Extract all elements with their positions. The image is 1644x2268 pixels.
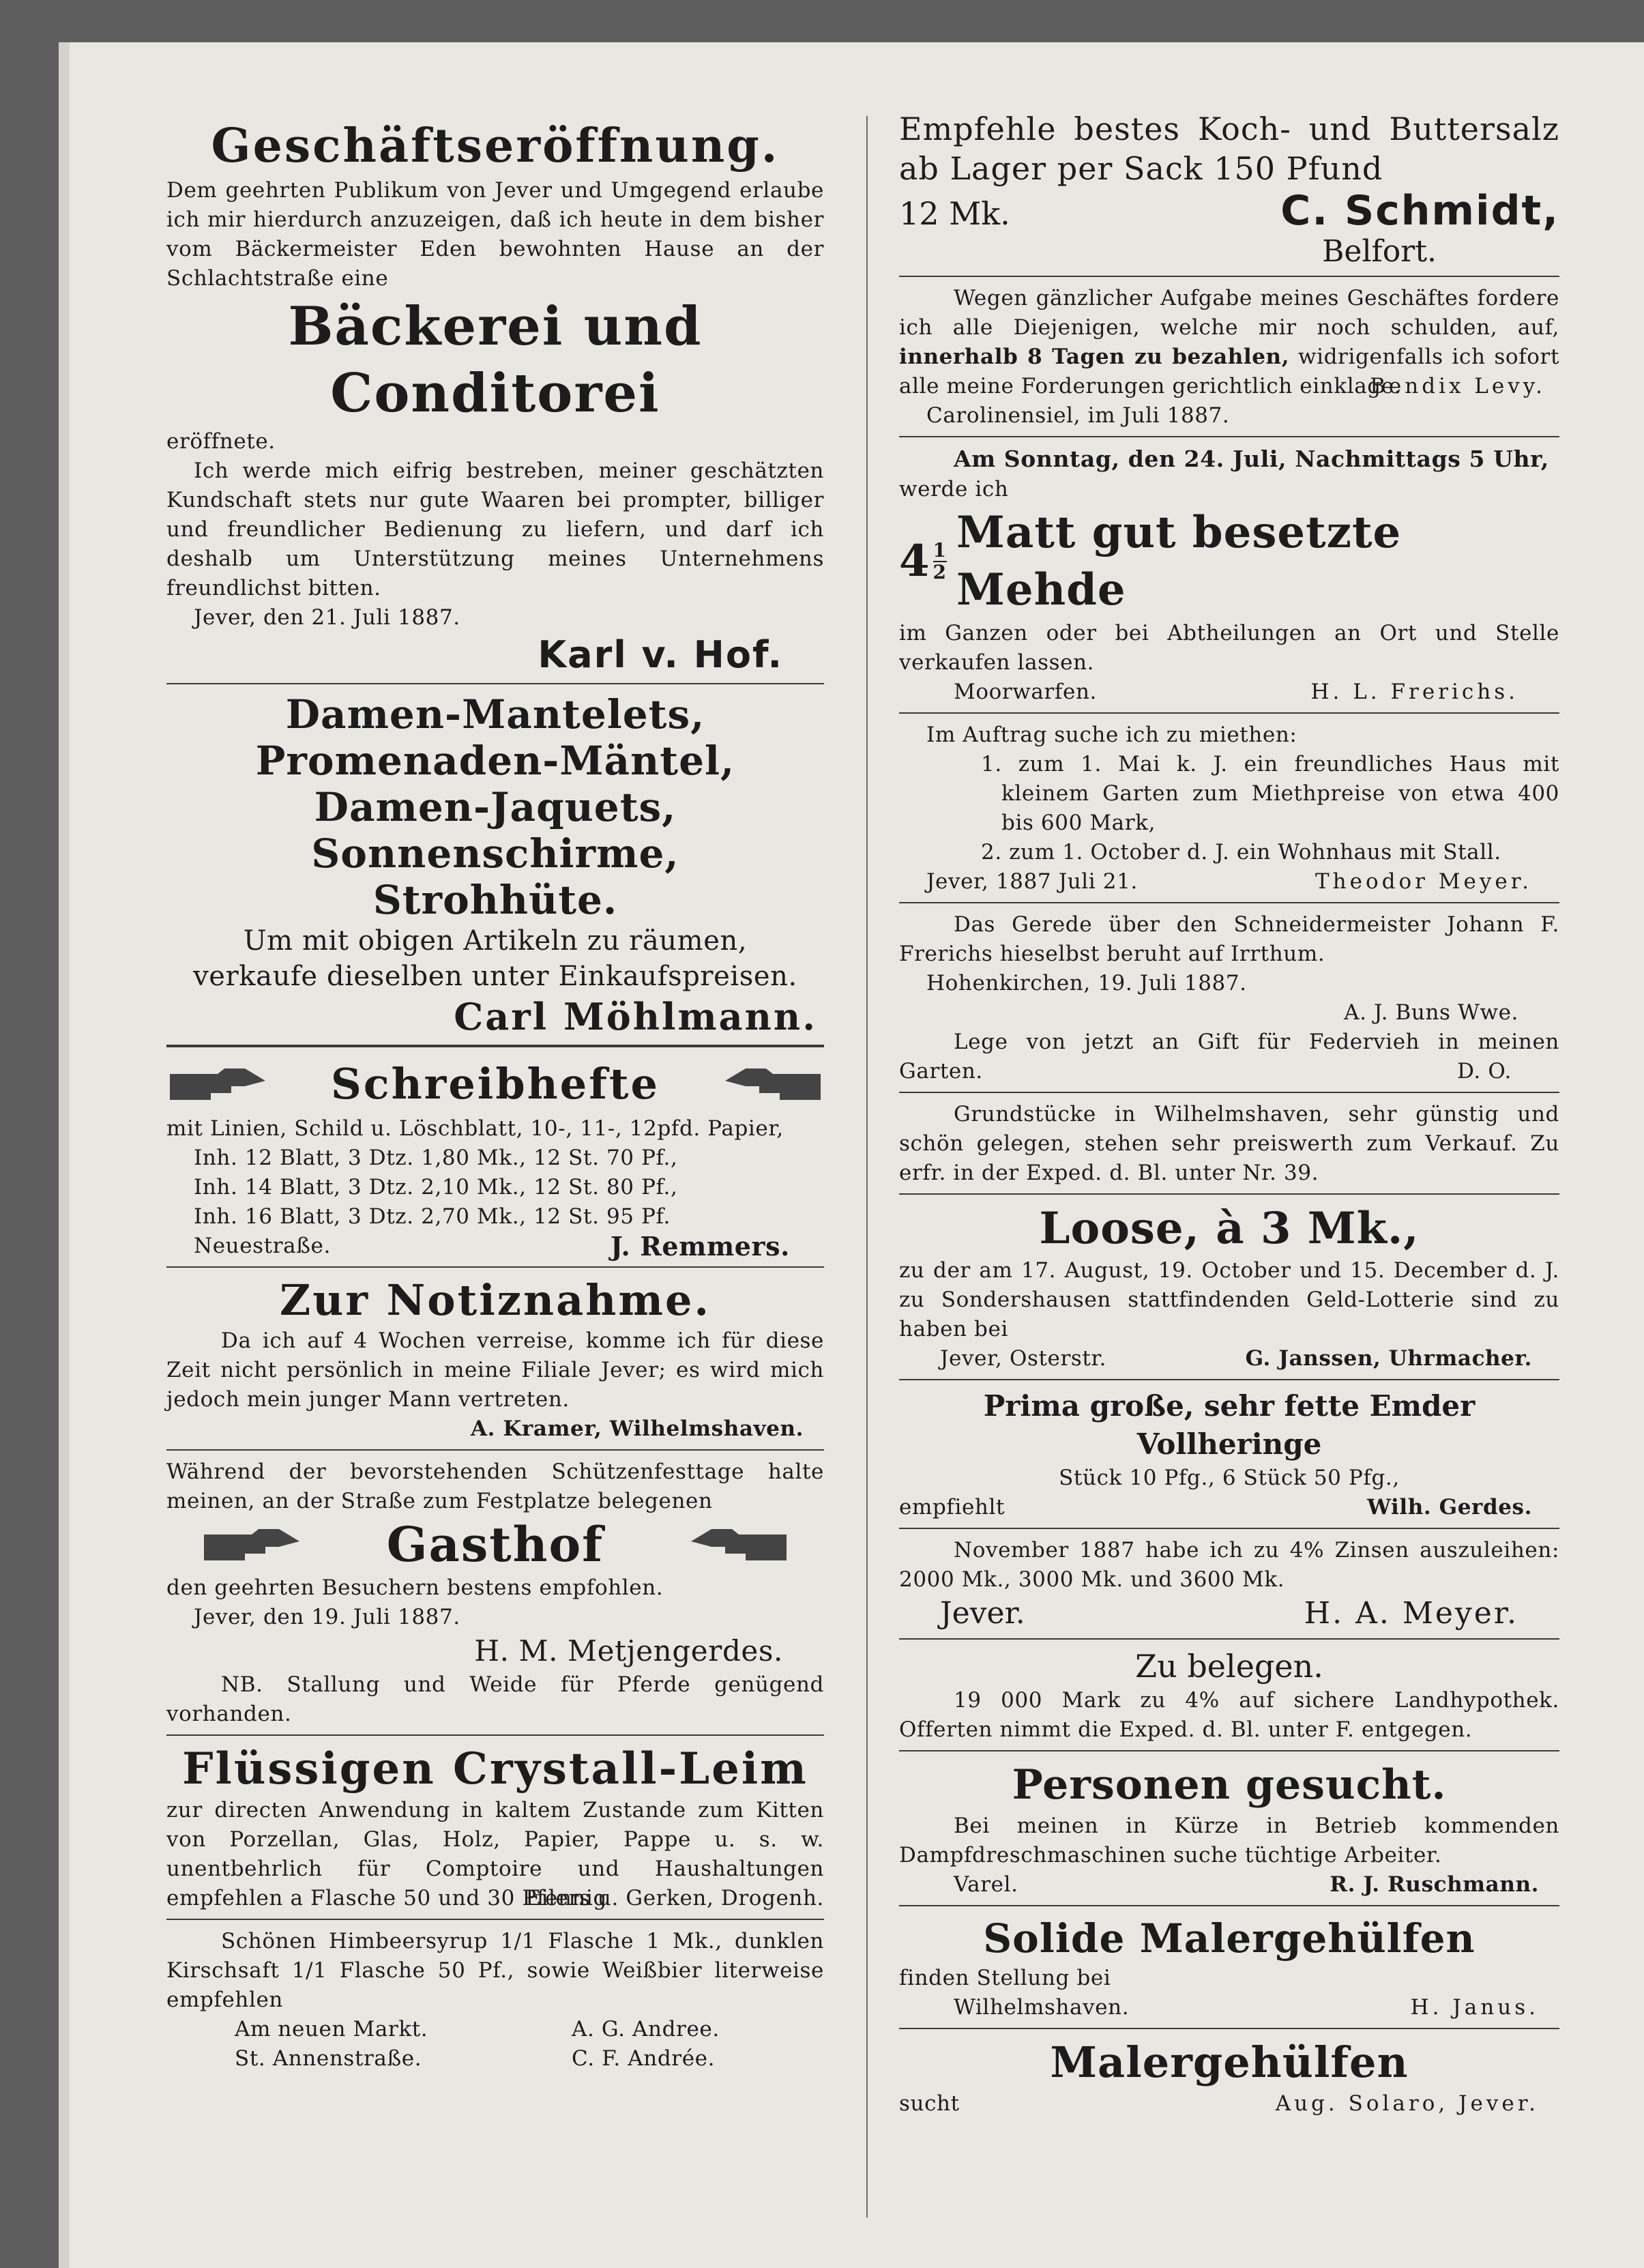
ad-body: Lege von jetzt an Gift für Federvieh in meinen Garten. bbox=[899, 1030, 1559, 1084]
ad-meyer bbox=[899, 721, 1559, 897]
ad-title: Zur Notiznahme. bbox=[280, 1275, 711, 1325]
ad-body: Da ich auf 4 Wochen verreise, komme ich für diese Zeit nicht persönlich in meine Filiale Jever; es wird mich jedoch mein junger Mann vertreten. bbox=[166, 1328, 824, 1412]
ad-signature: H. Janus. bbox=[1410, 1995, 1539, 2020]
column-divider bbox=[866, 116, 868, 2218]
ad-emphasis: Am Sonntag, den 24. Juli, Nachmittags 5 Uhr, bbox=[954, 446, 1549, 472]
ad-intro: Im Auftrag suche ich zu miethen: bbox=[926, 723, 1297, 747]
ad-text: eröffnete. bbox=[166, 429, 276, 454]
divider bbox=[166, 1734, 824, 1736]
ad-fraction-bottom: 2 bbox=[933, 561, 948, 583]
ad-price: 12 Mk. bbox=[899, 195, 1010, 232]
ad-title: Geschäftseröffnung. bbox=[211, 119, 780, 173]
ad-body: widrigenfalls ich sofort alle meine Forderungen gerichtlich einklage. bbox=[899, 345, 1559, 398]
ad-text: sucht bbox=[899, 2091, 960, 2116]
ad-title: Zu belegen. bbox=[1135, 1648, 1323, 1685]
ad-headline: Bäckerei und Conditorei bbox=[288, 295, 703, 424]
ad-place-date: Hohenkirchen, 19. Juli 1887. bbox=[926, 971, 1247, 995]
ad-emphasis: innerhalb 8 Tagen zu bezahlen, bbox=[899, 345, 1290, 369]
ad-number: 4 bbox=[899, 536, 930, 587]
ad-signature: C. Schmidt, bbox=[1280, 187, 1559, 235]
ad-body: Grundstücke in Wilhelmshaven, sehr günstig und schön gelegen, stehen sehr preiswerth zum Verkauf. Zu erfr. in der Exped. d. Bl. unter Nr. 39. bbox=[899, 1102, 1559, 1185]
ad-signature: A. J. Buns Wwe. bbox=[1344, 1000, 1518, 1025]
ad-title: Personen gesucht. bbox=[1012, 1761, 1447, 1809]
ad-signature: H. M. Metjengerdes. bbox=[474, 1634, 783, 1668]
ad-signature: Eilers u. Gerken, Drogenh. bbox=[525, 1886, 824, 1910]
ad-headline: Matt gut besetzte Mehde bbox=[956, 507, 1402, 615]
pointing-hand-left-icon bbox=[688, 1524, 790, 1565]
ad-notiznahme bbox=[166, 1275, 824, 1444]
ad-gift bbox=[899, 1028, 1559, 1086]
ad-janus bbox=[899, 1913, 1559, 2022]
ad-signature: H. L. Frerichs. bbox=[1310, 680, 1518, 704]
ad-place: Jever, Osterstr. bbox=[940, 1346, 1106, 1371]
ad-item: 2. zum 1. October d. J. ein Wohnhaus mit Stall. bbox=[981, 840, 1501, 864]
ad-line: Damen-Mantelets, bbox=[285, 691, 705, 738]
ad-crystall-leim bbox=[166, 1743, 824, 1913]
ad-buns bbox=[899, 910, 1559, 1028]
divider bbox=[899, 1528, 1559, 1529]
left-column bbox=[166, 116, 824, 2074]
ad-body: Ich werde mich eifrig bestreben, meiner geschätzten Kundschaft stets nur gute Waaren bei prompter, billiger und freundlicher Bedienung zu liefern, und darf ich deshalb um Unterstützung meines Unternehmens freundlichst bitten. bbox=[166, 459, 824, 600]
ad-intro: Während der bevorstehenden Schützenfesttage halte meinen, an der Straße zum Festplatze belegenen bbox=[166, 1459, 824, 1513]
ad-signature: A. G. Andree. bbox=[572, 2017, 720, 2041]
ad-schmidt bbox=[899, 109, 1559, 270]
ad-line: Damen-Jaquets, bbox=[314, 784, 677, 830]
ad-signature: Wilh. Gerdes. bbox=[1367, 1495, 1532, 1520]
ad-fraction-top: 1 bbox=[933, 539, 948, 562]
ad-signature: Bendix Levy. bbox=[1370, 374, 1546, 398]
ad-place-date: Jever, den 19. Juli 1887. bbox=[194, 1605, 460, 1629]
ad-text: den geehrten Besuchern bestens empfohlen. bbox=[166, 1575, 664, 1600]
ad-signature: A. Kramer, Wilhelmshaven. bbox=[471, 1416, 804, 1441]
pointing-hand-left-icon bbox=[722, 1064, 824, 1105]
ad-gasthof bbox=[166, 1457, 824, 1729]
divider bbox=[166, 1919, 824, 1920]
ad-hameyer bbox=[899, 1536, 1559, 1633]
ad-place-date: Jever, 1887 Juli 21. bbox=[926, 869, 1138, 894]
ad-line: Promenaden-Mäntel, bbox=[255, 738, 735, 784]
ad-signature: R. J. Ruschmann. bbox=[1330, 1872, 1539, 1897]
ad-body: Um mit obigen Artikeln zu räumen, bbox=[243, 925, 748, 957]
ad-place: Neuestraße. bbox=[194, 1234, 331, 1258]
page-binding-edge bbox=[59, 42, 70, 2268]
ad-title: Schreibhefte bbox=[331, 1059, 660, 1109]
divider bbox=[899, 1379, 1559, 1380]
ad-place: Jever. bbox=[940, 1596, 1025, 1631]
ad-signature: C. F. Andrée. bbox=[572, 2046, 716, 2071]
divider bbox=[166, 683, 824, 684]
ad-personen-gesucht bbox=[899, 1758, 1559, 1900]
ad-line: Inh. 16 Blatt, 3 Dtz. 2,70 Mk., 12 St. 95 Pf. bbox=[194, 1204, 671, 1229]
ad-place: Belfort. bbox=[1322, 234, 1437, 269]
divider bbox=[899, 276, 1559, 277]
ad-signature: G. Janssen, Uhrmacher. bbox=[1245, 1346, 1532, 1371]
ad-line: Inh. 14 Blatt, 3 Dtz. 2,10 Mk., 12 St. 80 Pf., bbox=[194, 1175, 678, 1200]
ad-price: Stück 10 Pfg., 6 Stück 50 Pfg., bbox=[1059, 1466, 1400, 1490]
ad-geschaeftseroeffnung bbox=[166, 116, 824, 678]
ad-signature: Carl Möhlmann. bbox=[454, 995, 817, 1038]
ad-line: Strohhüte. bbox=[372, 877, 618, 923]
ad-moehlmann bbox=[166, 691, 824, 1039]
right-column bbox=[899, 109, 1559, 2119]
ad-gerdes bbox=[899, 1387, 1559, 1522]
ad-levy bbox=[899, 284, 1559, 431]
divider bbox=[899, 902, 1559, 903]
ad-line: Inh. 12 Blatt, 3 Dtz. 1,80 Mk., 12 St. 70 Pf., bbox=[194, 1146, 678, 1170]
ad-title: Gasthof bbox=[386, 1516, 604, 1573]
ad-signature: Theodor Meyer. bbox=[1315, 869, 1532, 894]
ad-body: Bei meinen in Kürze in Betrieb kommenden Dampfdreschmaschinen suche tüchtige Arbeiter. bbox=[899, 1814, 1559, 1867]
ad-line: mit Linien, Schild u. Löschblatt, 10-, 11-, 12pfd. Papier, bbox=[166, 1116, 784, 1141]
ad-text: empfiehlt bbox=[899, 1495, 1006, 1520]
ad-place: Am neuen Markt. bbox=[235, 2017, 428, 2041]
ad-place-date: Carolinensiel, im Juli 1887. bbox=[926, 403, 1230, 428]
pointing-hand-right-icon bbox=[201, 1524, 303, 1565]
ad-title: Flüssigen Crystall-Leim bbox=[182, 1743, 808, 1794]
ad-body: im Ganzen oder bei Abtheilungen an Ort und Stelle verkaufen lassen. bbox=[899, 621, 1559, 675]
ad-place: Varel. bbox=[954, 1872, 1018, 1897]
ad-text: finden Stellung bei bbox=[899, 1966, 1111, 1990]
ad-body: 19 000 Mark zu 4% auf sichere Landhypothek. Offerten nimmt die Exped. d. Bl. unter F. entgegen. bbox=[899, 1688, 1559, 1742]
ad-signature: Karl v. Hof. bbox=[538, 633, 783, 676]
ad-solaro bbox=[899, 2036, 1559, 2119]
ad-item: 1. zum 1. Mai k. J. ein freundliches Haus mit kleinem Garten zum Miethpreise von etwa 400 bis 600 Mark, bbox=[981, 752, 1559, 835]
ad-signature: J. Remmers. bbox=[610, 1231, 790, 1262]
divider bbox=[899, 712, 1559, 714]
divider bbox=[899, 1905, 1559, 1906]
ad-place: Wilhelmshaven. bbox=[954, 1995, 1130, 2020]
ad-place-date: Jever, den 21. Juli 1887. bbox=[194, 605, 460, 630]
divider bbox=[899, 1193, 1559, 1195]
divider bbox=[899, 436, 1559, 437]
ad-signature: Aug. Solaro, Jever. bbox=[1275, 2091, 1539, 2116]
ad-place: Moorwarfen. bbox=[954, 680, 1097, 704]
ad-body: Das Gerede über den Schneidermeister Johann F. Frerichs hieselbst beruht auf Irrthum. bbox=[899, 912, 1559, 966]
divider bbox=[166, 1449, 824, 1451]
ad-frerichs bbox=[899, 444, 1559, 707]
ad-signature: H. A. Meyer. bbox=[1304, 1596, 1518, 1631]
ad-title: Prima große, sehr fette Emder Vollheringe bbox=[983, 1389, 1476, 1461]
ad-place: St. Annenstraße. bbox=[235, 2046, 422, 2071]
ad-body: verkaufe dieselben unter Einkaufspreisen. bbox=[193, 961, 797, 992]
ad-body: Empfehle bestes Koch- und Buttersalz ab Lager per Sack 150 Pfund bbox=[899, 111, 1559, 187]
ad-schreibhefte bbox=[166, 1054, 824, 1261]
ad-intro: Dem geehrten Publikum von Jever und Umgegend erlaube ich mir hierdurch anzuzeigen, daß ich heute in dem bisher vom Bäckermeister Eden bewohnten Hause an der Schlachtstraße eine bbox=[166, 178, 824, 291]
ad-title: Malergehülfen bbox=[1050, 2037, 1409, 2087]
divider bbox=[899, 1750, 1559, 1751]
ad-andree bbox=[166, 1927, 824, 2074]
ad-title: Solide Malergehülfen bbox=[983, 1915, 1476, 1962]
ad-body: zur directen Anwendung in kaltem Zustande zum Kitten von Porzellan, Glas, Holz, Papier, Pappe u. s. w. unentbehrlich für Comptoire und Haushaltungen empfehlen a Flasche 50 und 30 Pfennig bbox=[166, 1798, 824, 1910]
ad-body: November 1887 habe ich zu 4% Zinsen auszuleihen: 2000 Mk., 3000 Mk. und 3600 Mk. bbox=[899, 1538, 1559, 1592]
pointing-hand-right-icon bbox=[166, 1064, 269, 1105]
ad-body: werde ich bbox=[899, 477, 1009, 501]
divider bbox=[899, 1092, 1559, 1093]
ad-zu-belegen bbox=[899, 1646, 1559, 1745]
ad-line: Sonnenschirme, bbox=[311, 830, 679, 877]
divider bbox=[166, 1045, 824, 1047]
ad-body: Schönen Himbeersyrup 1/1 Flasche 1 Mk., dunklen Kirschsaft 1/1 Flasche 50 Pf., sowie Weißbier literweise empfehlen bbox=[166, 1929, 824, 2012]
ad-note: NB. Stallung und Weide für Pferde genügend vorhanden. bbox=[166, 1672, 824, 1726]
ad-body: zu der am 17. August, 19. October und 15. December d. J. zu Sondershausen stattfindenden Geld-Lotterie sind zu haben bei bbox=[899, 1258, 1559, 1341]
divider bbox=[166, 1266, 824, 1268]
divider bbox=[899, 1638, 1559, 1640]
ad-grundstuecke bbox=[899, 1100, 1559, 1188]
ad-loose bbox=[899, 1202, 1559, 1373]
divider bbox=[899, 2028, 1559, 2029]
ad-title: Loose, à 3 Mk., bbox=[1039, 1203, 1420, 1254]
ad-body: Wegen gänzlicher Aufgabe meines Geschäftes fordere ich alle Diejenigen, welche mir noch schulden, auf, bbox=[899, 286, 1559, 340]
ad-signature: D. O. bbox=[1457, 1059, 1512, 1084]
